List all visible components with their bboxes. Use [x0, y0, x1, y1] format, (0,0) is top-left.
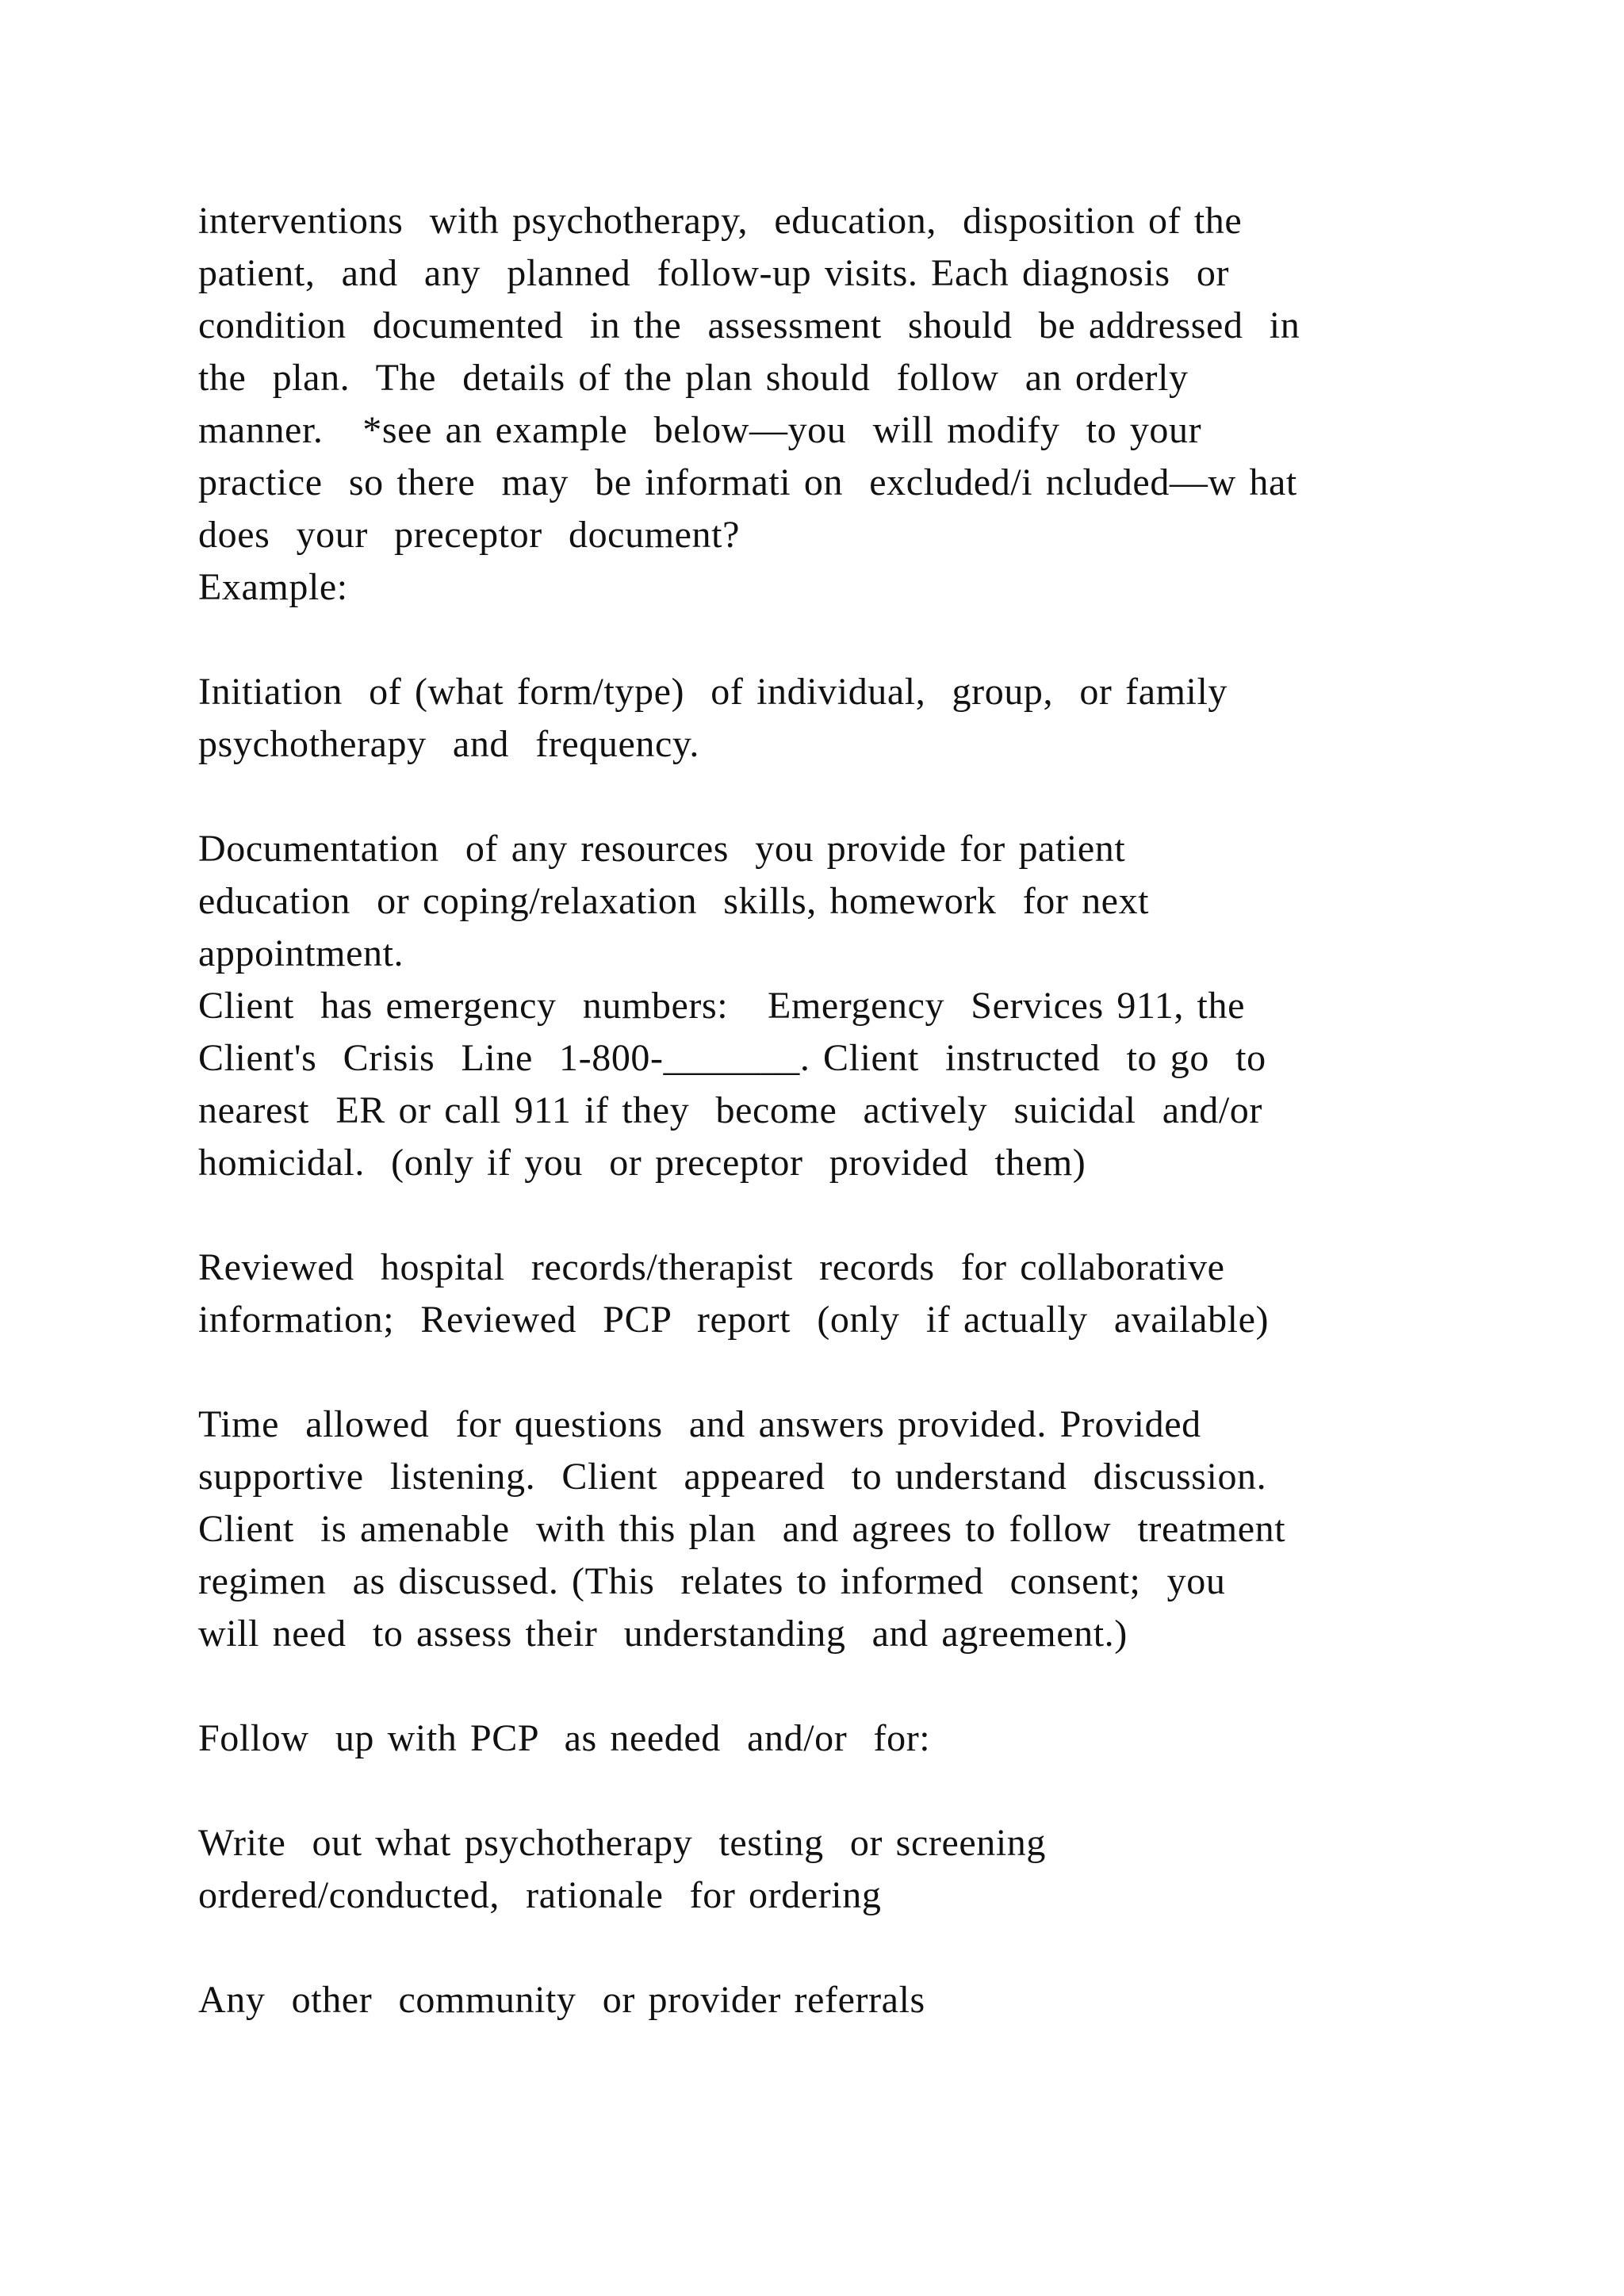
- paragraph-reviewed-records: [198, 1242, 1467, 1346]
- text-line: patient, and any planned follow-up visits. Each diagnosis or: [198, 252, 1230, 294]
- text-line: information; Reviewed PCP report (only if actually available): [198, 1299, 1270, 1341]
- text-line: Any other community or provider referrals: [198, 1979, 925, 2021]
- text-line: Client is amenable with this plan and agrees to follow treatment: [198, 1508, 1286, 1550]
- text-line: appointment.: [198, 932, 404, 974]
- paragraph-gap: [198, 1346, 1467, 1399]
- paragraph-resources-emergency: [198, 823, 1467, 1189]
- paragraph-gap: [198, 1189, 1467, 1242]
- text-line: regimen as discussed. (This relates to informed consent; you: [198, 1560, 1226, 1602]
- paragraph-gap: [198, 1660, 1467, 1712]
- text-line: the plan. The details of the plan should follow an orderly: [198, 357, 1189, 399]
- paragraph-psychotherapy-initiation: [198, 666, 1467, 771]
- text-line: nearest ER or call 911 if they become actively suicidal and/or: [198, 1089, 1262, 1131]
- document-body: [198, 195, 1467, 2026]
- text-line: supportive listening. Client appeared to understand discussion.: [198, 1456, 1267, 1498]
- text-line: Initiation of (what form/type) of individual, group, or family: [198, 671, 1228, 713]
- paragraph-gap: [198, 614, 1467, 666]
- text-line: will need to assess their understanding and agreement.): [198, 1613, 1128, 1655]
- text-line: Client's Crisis Line 1-800-_______. Client instructed to go to: [198, 1037, 1266, 1079]
- paragraph-referrals: [198, 1974, 1467, 2026]
- paragraph-gap: [198, 1765, 1467, 1817]
- paragraph-gap: [198, 1922, 1467, 1974]
- text-line: education or coping/relaxation skills, homework for next: [198, 880, 1150, 922]
- paragraph-plan-description: [198, 195, 1467, 614]
- paragraph-testing-screening: [198, 1817, 1467, 1922]
- example-label: Example:: [198, 566, 348, 608]
- text-line: Follow up with PCP as needed and/or for:: [198, 1717, 931, 1759]
- text-line: interventions with psychotherapy, education, disposition of the: [198, 200, 1243, 242]
- paragraph-follow-up: [198, 1712, 1467, 1765]
- text-line: does your preceptor document?: [198, 514, 740, 556]
- text-line: Client has emergency numbers: Emergency Services 911, the: [198, 985, 1245, 1027]
- text-line: homicidal. (only if you or preceptor provided them): [198, 1142, 1086, 1184]
- text-line: psychotherapy and frequency.: [198, 723, 699, 765]
- text-line: ordered/conducted, rationale for ordering: [198, 1874, 882, 1916]
- text-line: manner. *see an example below—you will modify to your: [198, 409, 1202, 451]
- text-line: Reviewed hospital records/therapist records for collaborative: [198, 1246, 1225, 1288]
- paragraph-informed-consent: [198, 1399, 1467, 1660]
- paragraph-gap: [198, 771, 1467, 823]
- text-line: practice so there may be informati on excluded/i ncluded—w hat: [198, 461, 1297, 503]
- text-line: condition documented in the assessment should be addressed in: [198, 304, 1300, 346]
- text-line: Time allowed for questions and answers provided. Provided: [198, 1403, 1201, 1445]
- text-line: Write out what psychotherapy testing or screening: [198, 1822, 1046, 1864]
- text-line: Documentation of any resources you provide for patient: [198, 828, 1126, 870]
